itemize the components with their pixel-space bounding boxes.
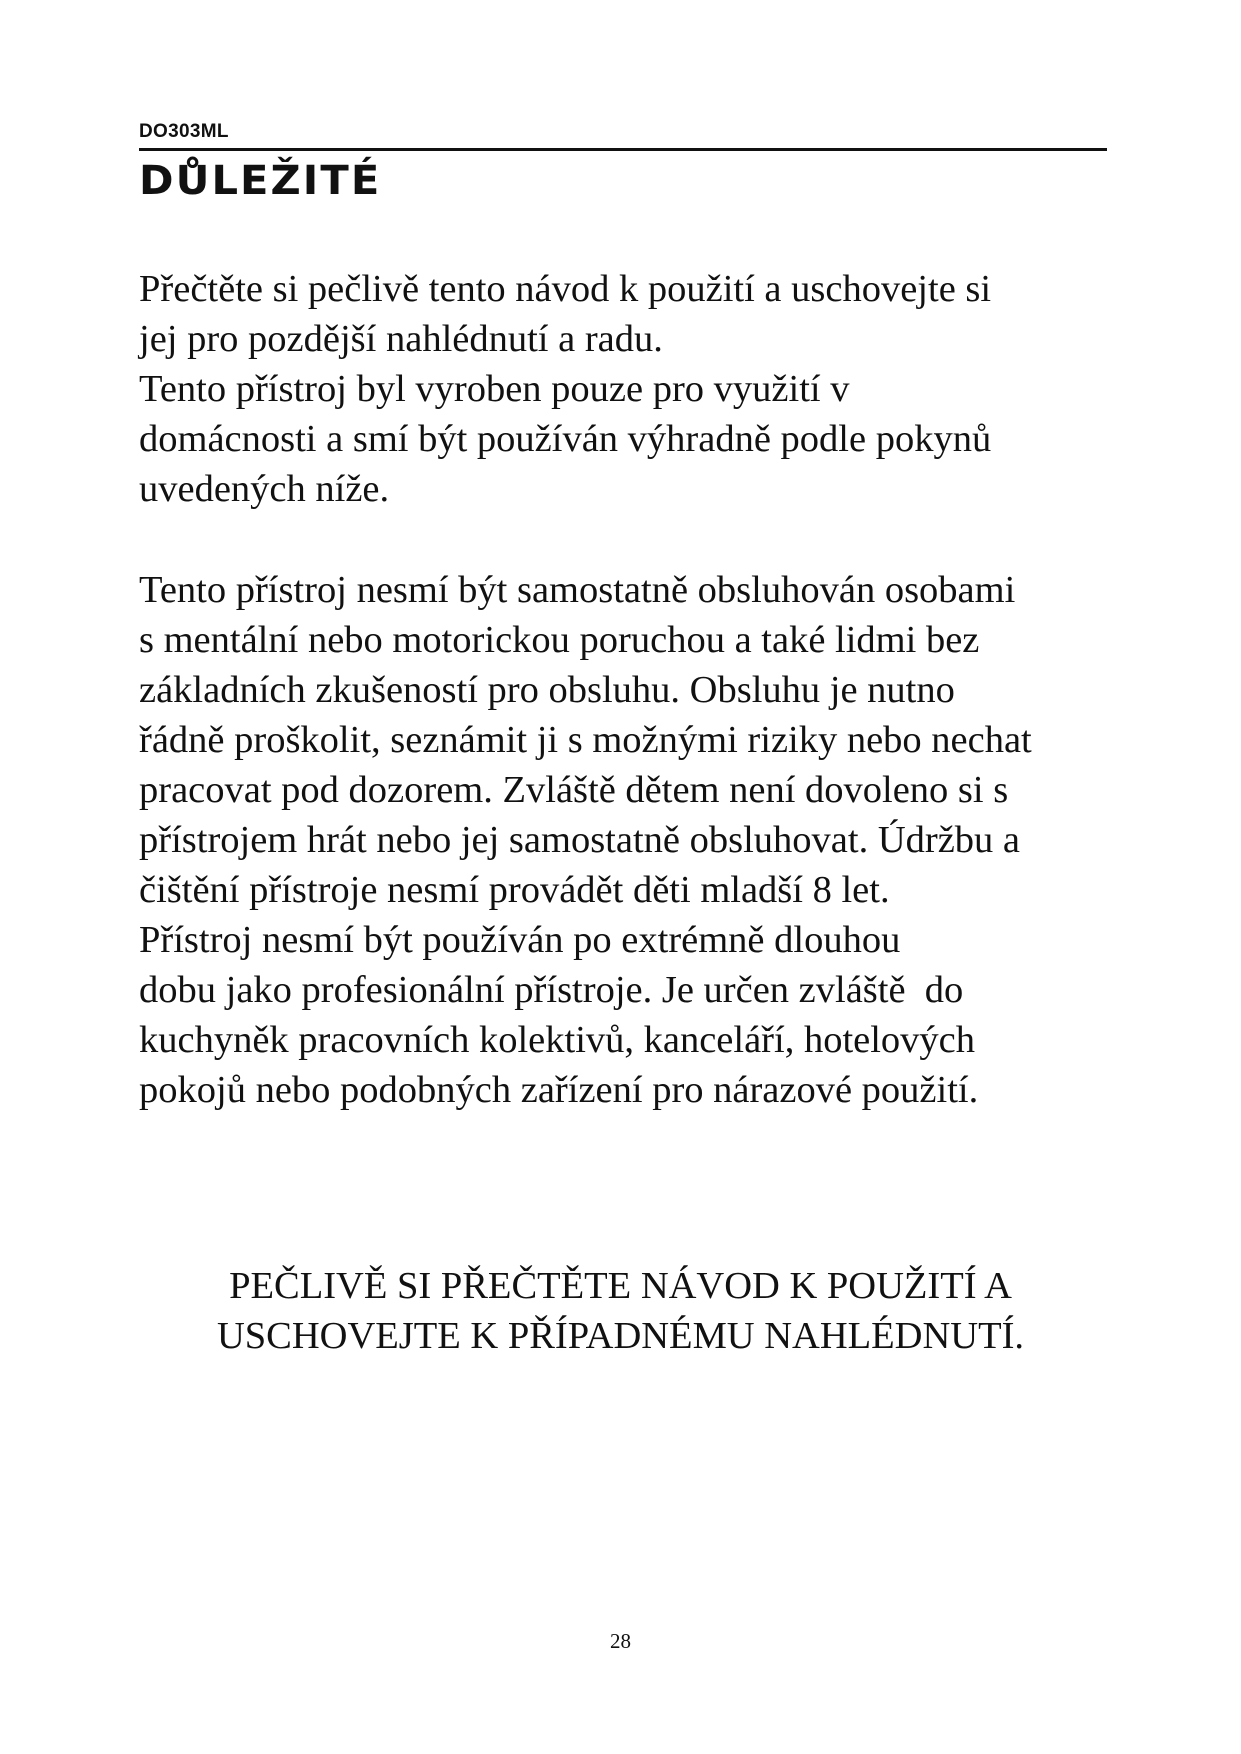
paragraph-line: Přístroj nesmí být používán po extrémně dlouhou: [139, 919, 901, 961]
page-number: 28: [610, 1629, 631, 1653]
safety-paragraph: [139, 565, 1129, 1115]
paragraph-line: Tento přístroj nesmí být samostatně obsluhován osobami: [139, 569, 1016, 611]
notice-line: PEČLIVĚ SI PŘEČTĚTE NÁVOD K POUŽITÍ A: [229, 1265, 1012, 1307]
paragraph-line: pokojů nebo podobných zařízení pro nárazové použití.: [139, 1069, 979, 1111]
model-number: DO303ML: [139, 121, 229, 142]
paragraph-line: Tento přístroj byl vyroben pouze pro využití v: [139, 368, 850, 410]
notice-line: USCHOVEJTE K PŘÍPADNÉMU NAHLÉDNUTÍ.: [216, 1315, 1025, 1357]
header-rule: [139, 148, 1107, 151]
intro-paragraph: [139, 264, 1129, 514]
paragraph-line: s mentální nebo motorickou poruchou a také lidmi bez: [139, 619, 980, 661]
paragraph-line: jej pro pozdější nahlédnutí a radu.: [139, 318, 663, 360]
paragraph-line: pracovat pod dozorem. Zvláště dětem není dovoleno si s: [139, 769, 1009, 811]
paragraph-line: uvedených níže.: [139, 468, 390, 510]
paragraph-line: kuchyněk pracovních kolektivů, kanceláří, hotelových: [139, 1019, 976, 1061]
paragraph-line: základních zkušeností pro obsluhu. Obsluhu je nutno: [139, 669, 955, 711]
paragraph-line: domácnosti a smí být používán výhradně podle pokynů: [139, 418, 992, 460]
paragraph-line: čištění přístroje nesmí provádět děti mladší 8 let.: [139, 869, 890, 911]
paragraph-line: Přečtěte si pečlivě tento návod k použití a uschovejte si: [139, 268, 992, 310]
paragraph-line: řádně proškolit, seznámit ji s možnými riziky nebo nechat: [139, 719, 1032, 761]
notice-block: [0, 1261, 1241, 1361]
paragraph-line: dobu jako profesionální přístroje. Je určen zvláště do: [139, 969, 964, 1011]
paragraph-line: přístrojem hrát nebo jej samostatně obsluhovat. Údržbu a: [139, 819, 1021, 861]
page-title: DŮLEŽITÉ: [139, 158, 382, 204]
